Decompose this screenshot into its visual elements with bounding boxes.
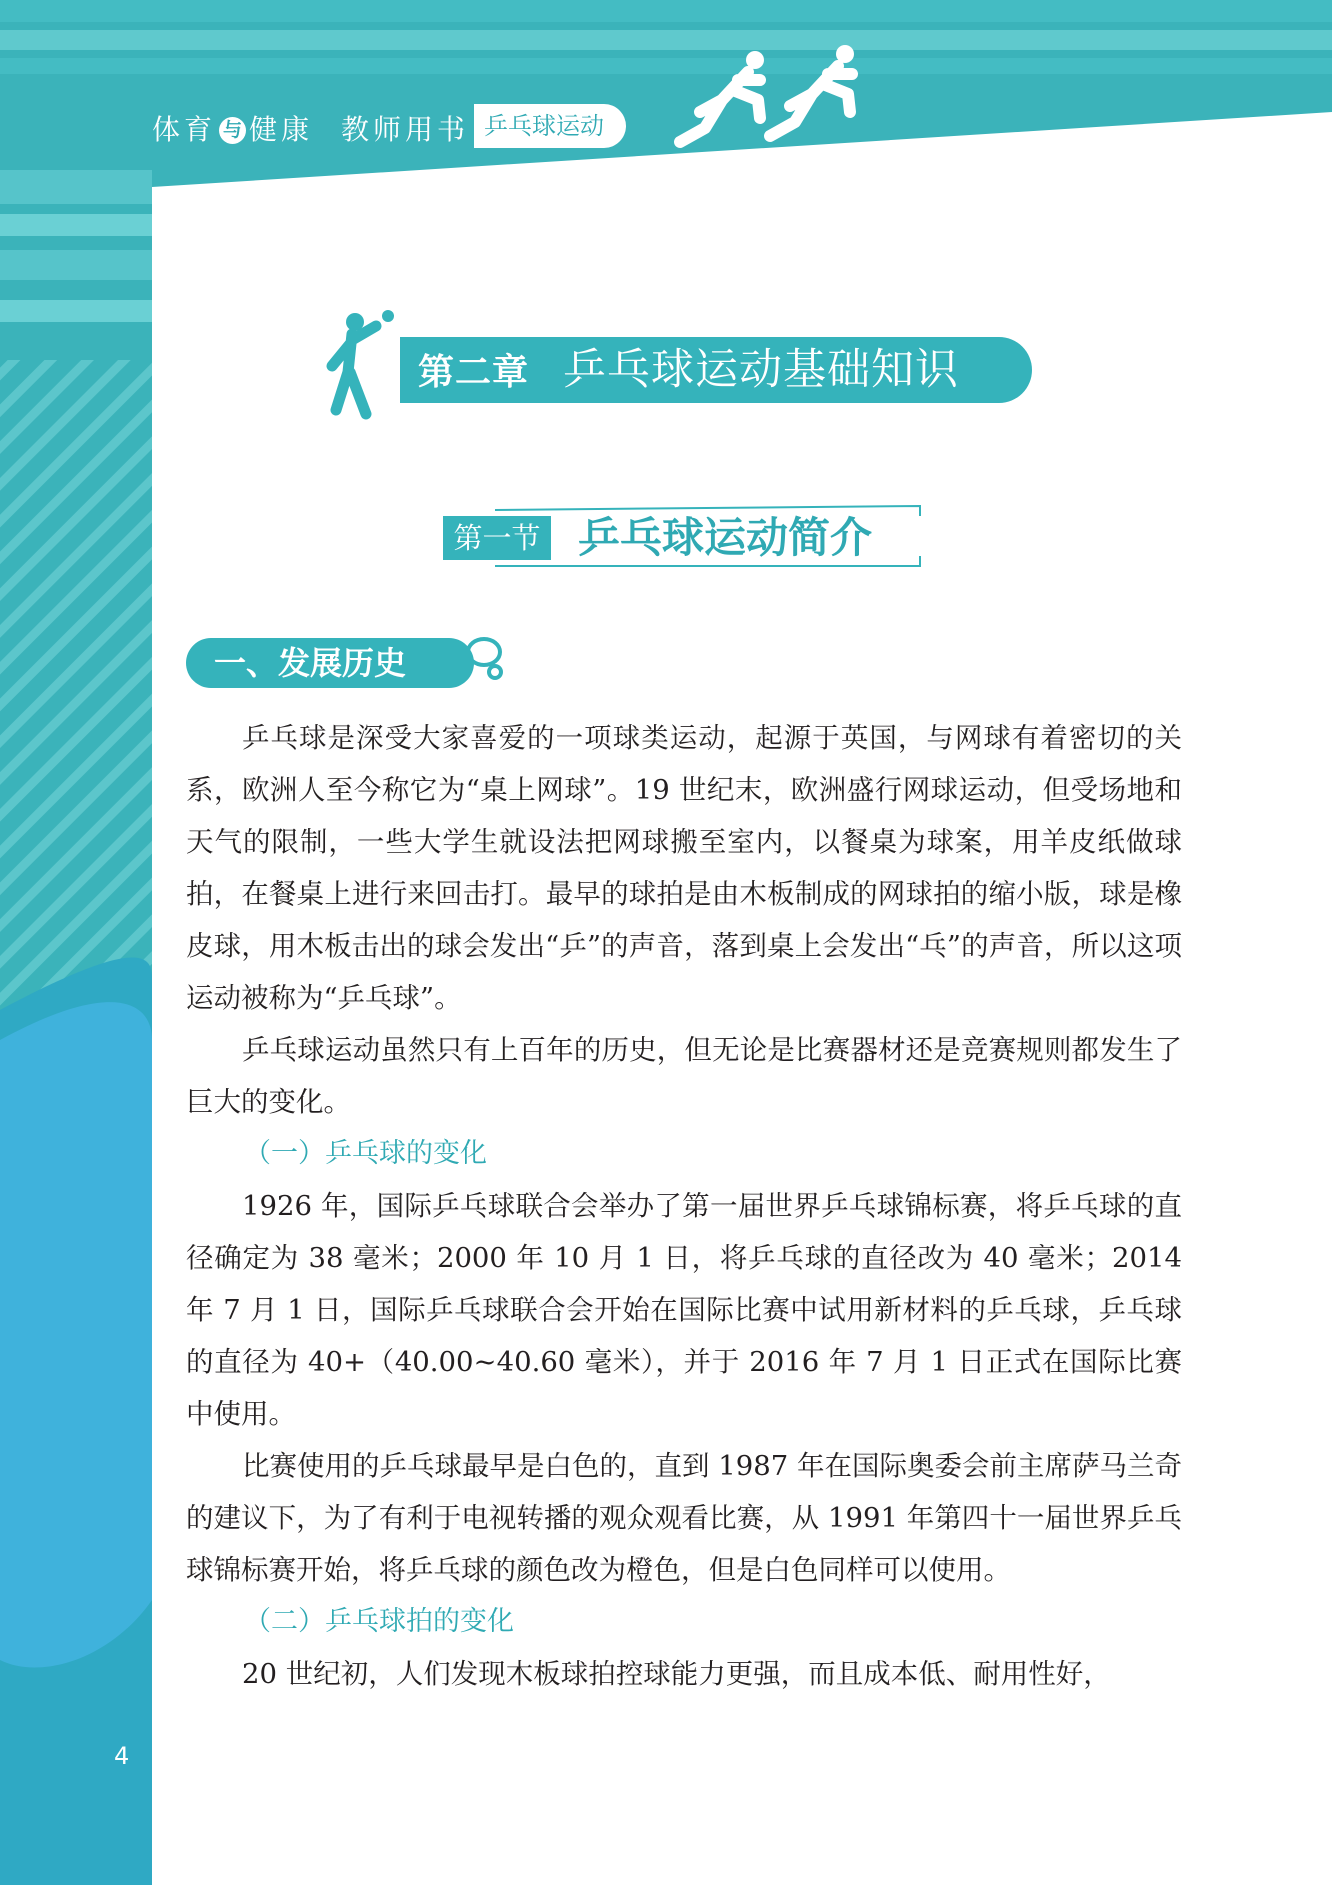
book-title-part-a: 体育 [152, 113, 217, 146]
paragraph-5: 20 世纪初，人们发现木板球拍控球能力更强，而且成本低、耐用性好， [242, 1658, 1111, 1690]
subsection-heading: 一、发展历史 [186, 638, 474, 688]
paragraph-4: 比赛使用的乒乓球最早是白色的，直到 1987 年在国际奥委会前主席萨马兰奇的建议下，为了有利于电视转播的观众观看比赛，从 1991 年第四十一届世界乒乓球锦标赛开始，将乒乓球的颜色改为橙色，但是白色同样可以使用。 [186, 1450, 1182, 1586]
paragraph-3: 1926 年，国际乒乓球联合会举办了第一届世界乒乓球锦标赛，将乒乓球的直径确定为 38 毫米；2000 年 10 月 1 日，将乒乓球的直径改为 40 毫米；2014 年 7 月 1 日，国际乒乓球联合会开始在国际比赛中试用新材料的乒乓球，乒乓球的直径为 40+（40.00~40.60 毫米），并于 2016 年 7 月 1 日正式在国际比赛中使用。 [186, 1190, 1182, 1430]
paragraph-1: 乒乓球是深受大家喜爱的一项球类运动，起源于英国，与网球有着密切的关系，欧洲人至今称它为“桌上网球”。19 世纪末，欧洲盛行网球运动，但受场地和天气的限制，一些大学生就设法把网球搬至室内，以餐桌为球案，用羊皮纸做球拍，在餐桌上进行来回击打。最早的球拍是由木板制成的网球拍的缩小版，球是橡皮球，用木板击出的球会发出“乒”的声音，落到桌上会发出“乓”的声音，所以这项运动被称为“乒乓球”。 [186, 722, 1182, 1014]
header-topic-tab: 乒乓球运动 [474, 104, 626, 148]
chapter-heading [400, 337, 1032, 403]
section-number: 第一节 [443, 516, 551, 560]
book-title-part-b: 健康 [249, 113, 314, 146]
book-title [152, 108, 469, 148]
chapter-title: 乒乓球运动基础知识 [563, 345, 960, 395]
page-number: 4 [114, 1742, 130, 1770]
heading-ball-changes: （一）乒乓球的变化 [244, 1138, 487, 1169]
chapter-number: 第二章 [418, 352, 530, 393]
book-title-conjunction: 与 [219, 117, 246, 144]
paragraph-2: 乒乓球运动虽然只有上百年的历史，但无论是比赛器材还是竞赛规则都发生了巨大的变化。 [186, 1034, 1182, 1118]
heading-paddle-changes: （二）乒乓球拍的变化 [244, 1606, 514, 1637]
book-title-part-c: 教师用书 [341, 113, 470, 146]
section-title: 乒乓球运动简介 [578, 513, 873, 562]
